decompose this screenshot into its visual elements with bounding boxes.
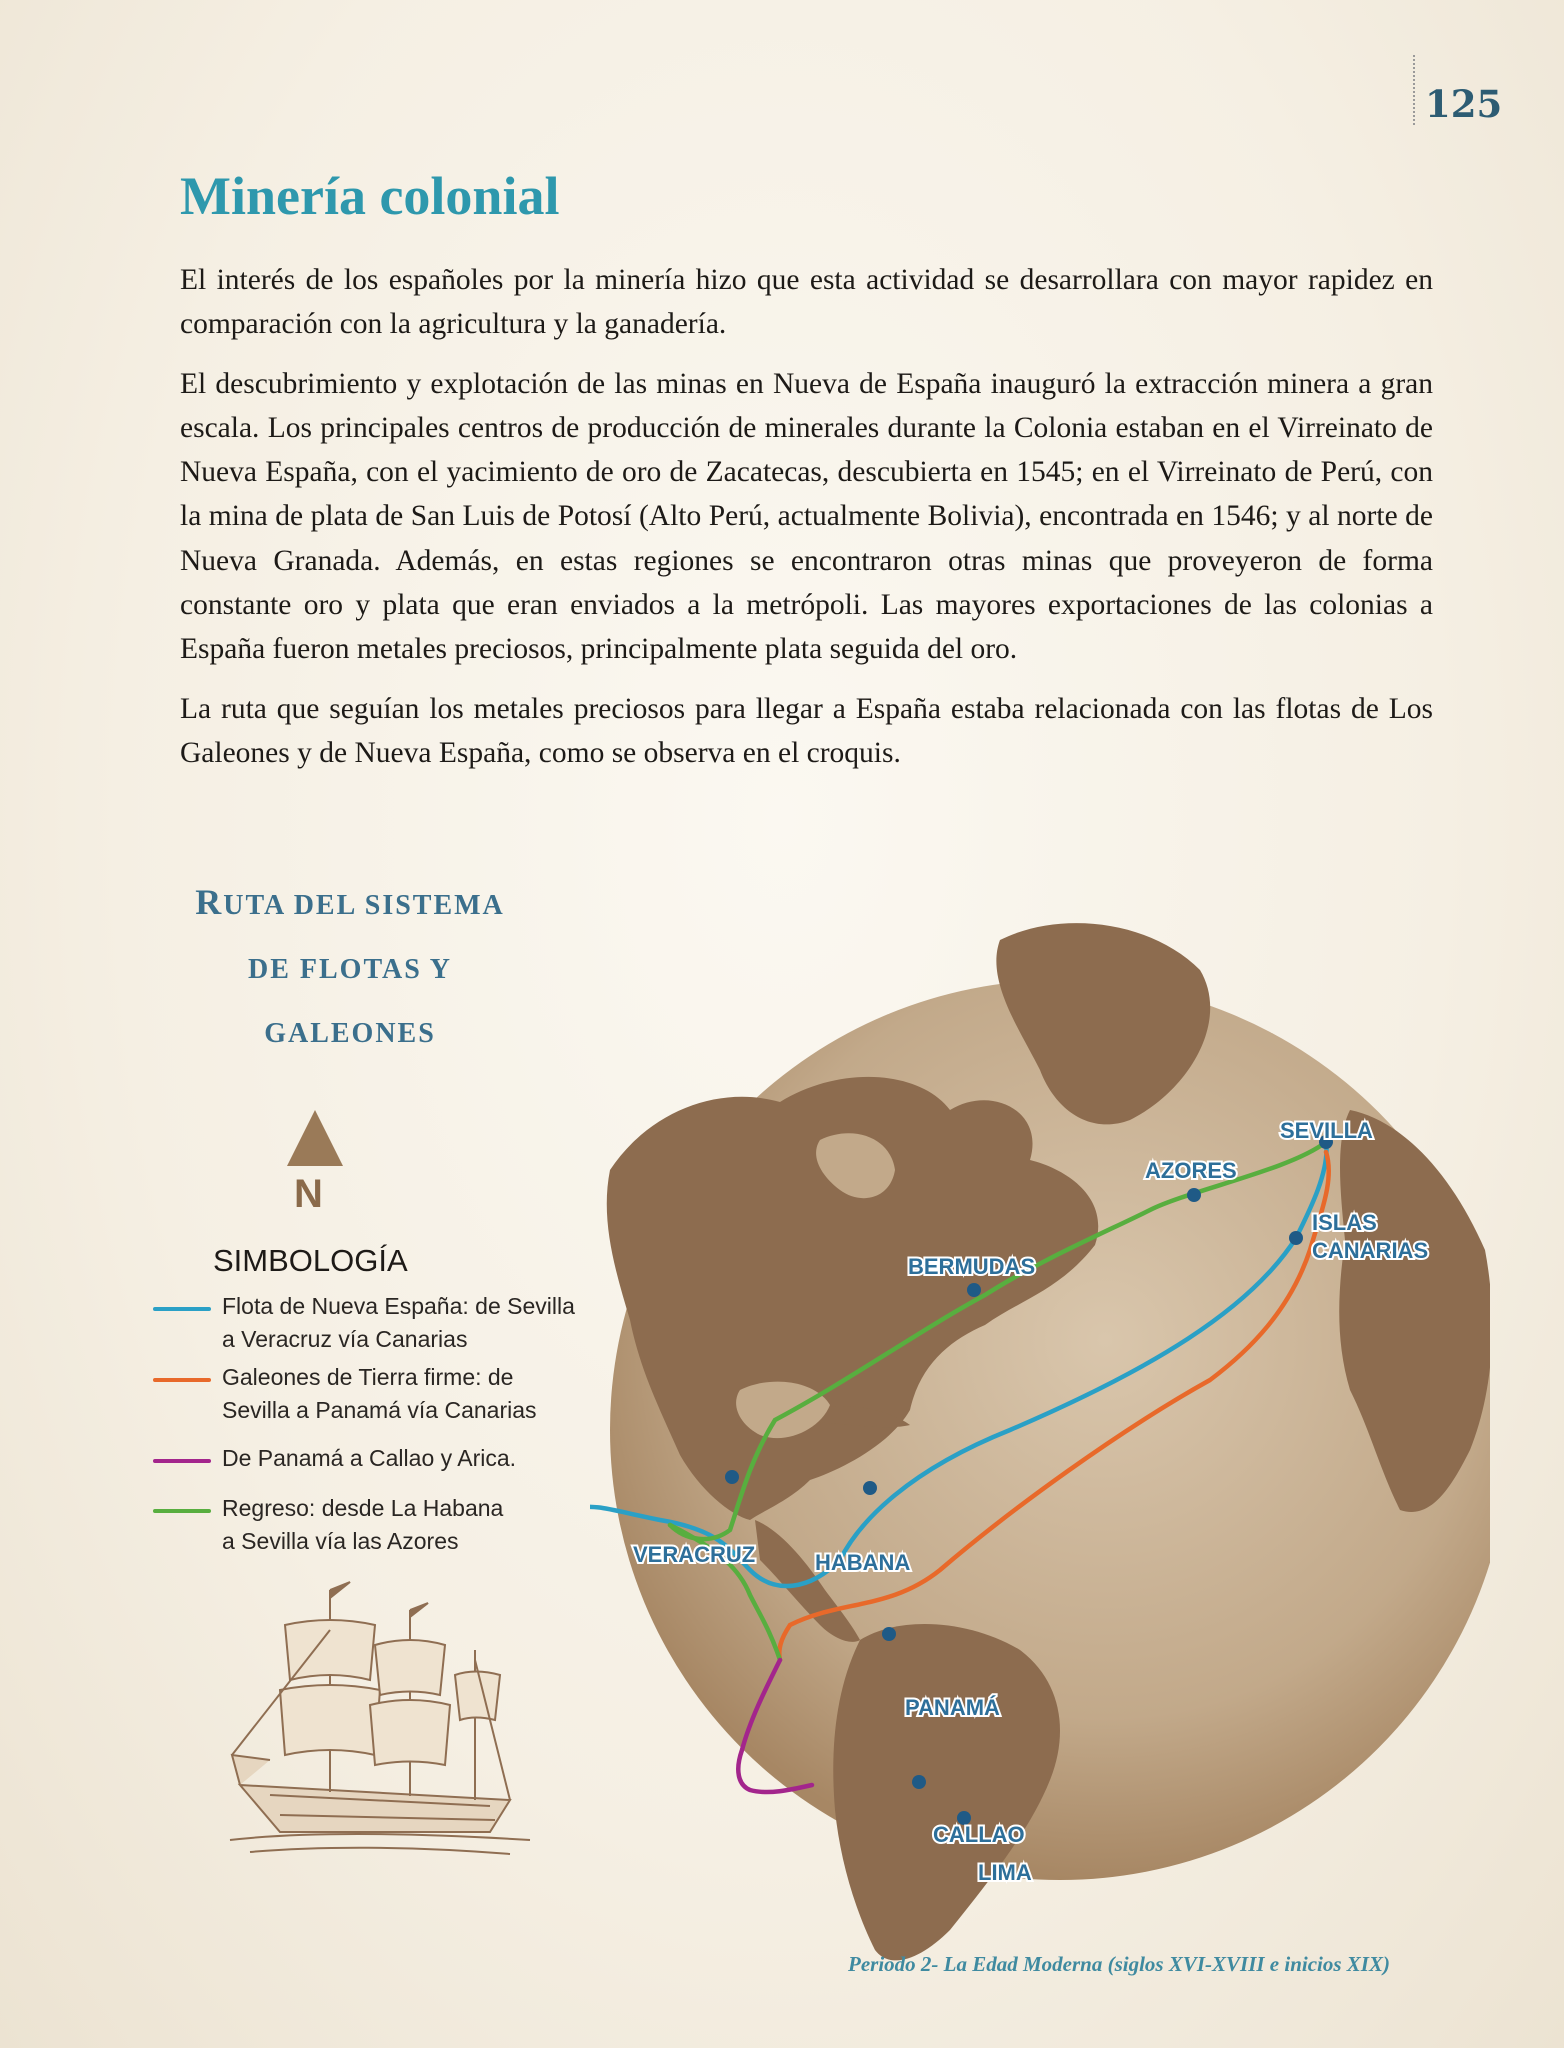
page-footer: Periodo 2- La Edad Moderna (siglos XVI-XVIII e inicios XIX): [848, 1952, 1390, 1976]
legend-title: SIMBOLOGÍA: [213, 1243, 408, 1278]
route-map: [590, 870, 1490, 1995]
city-dot-callao: [912, 1775, 926, 1789]
city-dot-azores: [1187, 1188, 1201, 1202]
label-canarias: CANARIAS: [1312, 1238, 1429, 1263]
north-label: N: [294, 1172, 323, 1216]
north-arrow-icon: [285, 1108, 345, 1168]
city-dot-bermudas: [967, 1283, 981, 1297]
map-title: [160, 870, 540, 1066]
label-bermudas: BERMUDAS: [908, 1254, 1036, 1279]
label-sevilla: SEVILLA: [1280, 1118, 1373, 1143]
label-azores: AZORES: [1145, 1158, 1237, 1183]
paragraph: El interés de los españoles por la minería hizo que esta actividad se desarrollara con mayor rapidez en comparación con la agricultura y la ganadería.: [180, 264, 1433, 341]
legend-label: Galeones de Tierra firme: de Sevilla a Panamá vía Canarias: [222, 1364, 537, 1423]
city-dot-habana: [863, 1481, 877, 1495]
legend-label: Regreso: desde La Habana a Sevilla vía las Azores: [222, 1495, 504, 1554]
map-title-line-1: UTA DEL SISTEMA: [223, 890, 505, 921]
galleon-drawing: [230, 1582, 530, 1854]
legend-label: Flota de Nueva España: de Sevilla a Veracruz vía Canarias: [222, 1293, 575, 1352]
label-veracruz: VERACRUZ: [633, 1542, 756, 1567]
map-title-line-2: DE FLOTAS Y: [247, 954, 453, 985]
city-dot-canarias: [1289, 1231, 1303, 1245]
legend-swatch: [153, 1509, 211, 1513]
label-callao: CALLAO: [933, 1822, 1025, 1847]
legend-label: De Panamá a Callao y Arica.: [222, 1445, 517, 1471]
legend-swatch: [153, 1378, 211, 1382]
label-lima: LIMA: [978, 1860, 1032, 1885]
label-panama: PANAMÁ: [905, 1695, 1000, 1720]
paragraph: La ruta que seguían los metales preciosos para llegar a España estaba relacionada con las flotas de Los Galeones y de Nueva España, como se observa en el croquis.: [180, 692, 1433, 769]
city-dot-veracruz: [725, 1470, 739, 1484]
legend-swatch: [153, 1459, 211, 1463]
south-america-landmass: [833, 1624, 1060, 1960]
map-title-line-3: GALEONES: [264, 1018, 436, 1049]
body-text: [180, 258, 1433, 790]
label-habana: HABANA: [815, 1550, 911, 1575]
section-title: Minería colonial: [180, 166, 560, 226]
map-title-initial: R: [195, 882, 224, 922]
city-dot-panama: [882, 1627, 896, 1641]
galleon-illustration: [210, 1570, 540, 1870]
label-islas: ISLAS: [1312, 1210, 1377, 1235]
page-number-divider: [1413, 55, 1415, 125]
legend-swatch: [153, 1307, 211, 1311]
paragraph: El descubrimiento y explotación de las minas en Nueva de España inauguró la extracción minera a gran escala. Los principales centros de producción de minerales durante la Colonia estaban en el Virreinato de Nueva España, con el yacimiento de oro de Zacatecas, descubierta en 1545; en el Virreinato de Perú, con la mina de plata de San Luis de Potosí (Alto Perú, actualmente Bolivia), encontrada en 1546; y al norte de Nueva Granada. Además, en estas regiones se encontraron otras minas que proveyeron de forma constante oro y plata que eran enviados a la metrópoli. Las mayores exportaciones de las colonias a España fueron metales preciosos, principalmente plata seguida del oro.: [180, 367, 1433, 666]
page-number: 125: [1425, 82, 1503, 126]
